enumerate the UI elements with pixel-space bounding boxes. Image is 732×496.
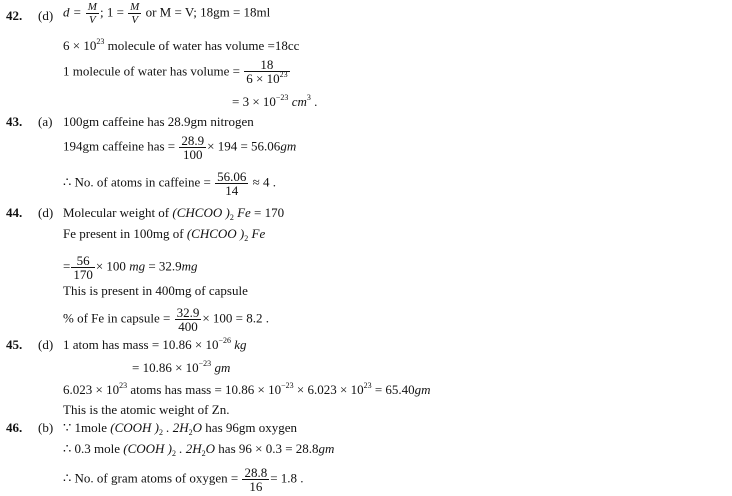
q45-number: 45. [6, 337, 23, 352]
q42-eq-1: 1 = [106, 4, 124, 20]
q42-line3: 1 molecule of water has volume = $\frac{18}{6 \times 10^{23}}$ [63, 57, 288, 86]
q44-number: 44. [6, 205, 23, 220]
q44-line4: This is present in 400mg of capsule [63, 283, 248, 298]
q44-line2: Fe present in 100mg of (CHCOO )$_2$ Fe [63, 226, 266, 243]
q42-option: (d) [38, 8, 54, 23]
q45-line2: = $10.86 \times 10^{-23}$ gm [132, 359, 231, 375]
q45-line3: $6.023 \times 10^{23}$ atoms has mass = $10.86 \times 10^{-23} \times 6.023 \times 10^{23} = 65.40gm$ [63, 381, 431, 397]
q43-option: (a) [38, 114, 53, 129]
q44-line5: % of Fe in capsule = $\frac{32.9}{400}$ × 100 = 8.2 . [63, 305, 270, 334]
q43-number: 43. [6, 114, 23, 129]
q42-line2: $6 \times 10^{23}$ molecule of water has volume =18cc [63, 37, 300, 53]
q42-tail: or M = V; 18gm = 18ml [145, 4, 271, 20]
q42-frac-2: $\frac{M}{V}$ [130, 1, 140, 26]
q44-line3: = $\frac{56}{170}$ × 100 mg = 32.9mg [63, 253, 198, 282]
q46-line2: ∴ 0.3 mole (COOH )$_2$ . $2H_2O$ has 96 × 0.3 = 28.8gm [63, 441, 335, 458]
q44-line1: Molecular weight of (CHCOO )$_2$ Fe = 170 [63, 205, 285, 222]
q43-line1: 100gm caffeine has 28.9gm nitrogen [63, 114, 254, 129]
q42-eq-d: d = [63, 4, 82, 20]
q46-line1: ∵ 1mole (COOH )$_2$ . $2H_2O$ has 96gm oxygen [63, 420, 298, 437]
q46-option: (b) [38, 420, 54, 435]
q43-line2: 194gm caffeine has = $\frac{28.9}{100}$ × 194 = 56.06gm [63, 133, 297, 162]
q42-line1: d = $\frac{M}{V}$ ; 1 = $\frac{M}{V}$ or M = V; 18gm = 18ml [63, 1, 271, 26]
q46-line3: ∴ No. of gram atoms of oxygen = $\frac{28.8}{16}$ = 1.8 . [63, 465, 304, 494]
q42-line4: = $3 \times 10^{-23}$ $cm^3$ . [232, 93, 318, 109]
q45-option: (d) [38, 337, 54, 352]
q43-line3: ∴ No. of atoms in caffeine = $\frac{56.06}{14}$ ≈ 4 . [63, 169, 276, 198]
q44-option: (d) [38, 205, 54, 220]
q42-frac-1: $\frac{M}{V}$ [87, 1, 97, 26]
q44-frac-1: $\frac{56}{170}$ [73, 253, 93, 282]
q42-number: 42. [6, 8, 23, 23]
q44-frac-2: $\frac{32.9}{400}$ [176, 305, 200, 334]
q43-frac-2: $\frac{56.06}{14}$ [217, 169, 247, 198]
q46-frac-1: $\frac{28.8}{16}$ [244, 465, 268, 494]
q43-frac-1: $\frac{28.9}{100}$ [181, 133, 205, 162]
q42-frac-3: $\frac{18}{6 \times 10^{23}}$ [246, 57, 288, 86]
q46-number: 46. [6, 420, 23, 435]
q45-line1: 1 atom has mass = $10.86 \times 10^{-26}$ kg [63, 336, 247, 352]
q45-line4: This is the atomic weight of Zn. [63, 402, 230, 417]
